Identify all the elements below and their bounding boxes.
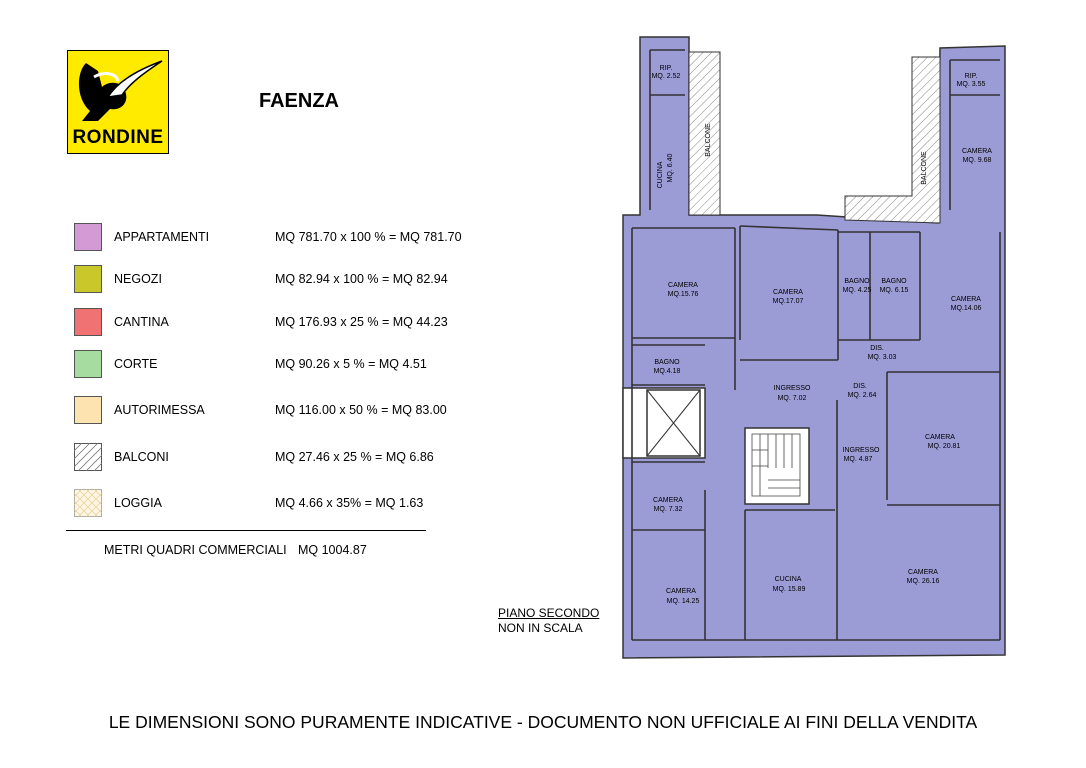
rip-right-area: MQ. 3.55 (956, 81, 986, 88)
bagno-425-name: BAGNO (844, 278, 870, 285)
legend-label: CANTINA (114, 315, 169, 329)
legend-calc: MQ 176.93 x 25 % = MQ 44.23 (275, 315, 448, 329)
camera-2081-area: MQ. 20.81 (927, 443, 961, 450)
legend-calc: MQ 781.70 x 100 % = MQ 781.70 (275, 230, 462, 244)
floor-label (498, 606, 599, 636)
camera-1425-area: MQ. 14.25 (666, 598, 700, 605)
cucina-1589-name: CUCINA (774, 576, 802, 583)
camera-1707-area: MQ.17.07 (772, 298, 804, 305)
legend-swatch (74, 308, 102, 336)
cucina-1589-area: MQ. 15.89 (772, 586, 806, 593)
apartment-outline (623, 37, 1005, 658)
legend-swatch-crosshatch (74, 489, 102, 517)
rip-left-name: RIP. (659, 65, 673, 72)
legend-calc: MQ 116.00 x 50 % = MQ 83.00 (275, 403, 447, 417)
dis-303-area: MQ. 3.03 (867, 354, 897, 361)
camera-tr-name: CAMERA (962, 148, 992, 155)
camera-tr-area: MQ. 9.68 (962, 157, 992, 164)
legend-swatch (74, 265, 102, 293)
balcone-right-label: BALCONE (921, 151, 928, 185)
dis-264-area: MQ. 2.64 (847, 392, 877, 399)
legend-calc: MQ 90.26 x 5 % = MQ 4.51 (275, 357, 427, 371)
legend-label: CORTE (114, 357, 158, 371)
rondine-logo (67, 50, 169, 154)
cucina-left-name: CUCINA (657, 161, 664, 189)
legend-calc: MQ 82.94 x 100 % = MQ 82.94 (275, 272, 448, 286)
scale-note: NON IN SCALA (498, 621, 583, 635)
camera-1576-name: CAMERA (668, 282, 698, 289)
balcony-right (845, 57, 940, 223)
balcone-left-label: BALCONE (705, 123, 712, 157)
camera-1425-name: CAMERA (666, 588, 696, 595)
disclaimer-text: LE DIMENSIONI SONO PURAMENTE INDICATIVE - DOCUMENTO NON UFFICIALE AI FINI DELLA VENDITA (108, 712, 978, 732)
camera-1707-name: CAMERA (773, 289, 803, 296)
camera-1406-area: MQ.14.06 (950, 305, 982, 312)
legend-calc: MQ 27.46 x 25 % = MQ 6.86 (275, 450, 434, 464)
rip-left-area: MQ. 2.52 (651, 73, 681, 80)
camera-2616-area: MQ. 26.16 (906, 578, 940, 585)
bagno-615-name: BAGNO (881, 278, 907, 285)
legend-swatch (74, 396, 102, 424)
floor-name: PIANO SECONDO (498, 606, 600, 620)
legend-label: LOGGIA (114, 496, 162, 510)
legend-swatch (74, 350, 102, 378)
ingresso-487-name: INGRESSO (842, 447, 880, 454)
legend-label: AUTORIMESSA (114, 403, 205, 417)
bagno-615-area: MQ. 6.15 (879, 287, 909, 294)
ingresso-702-name: INGRESSO (773, 385, 811, 392)
bagno-418-area: MQ.4.18 (653, 368, 681, 375)
camera-1406-name: CAMERA (951, 296, 981, 303)
legend-swatch-hatch (74, 443, 102, 471)
camera-732-area: MQ. 7.32 (653, 506, 683, 513)
total-label: METRI QUADRI COMMERCIALI (104, 543, 287, 557)
bagno-418-name: BAGNO (654, 359, 680, 366)
rip-right-name: RIP. (964, 73, 978, 80)
floor-plan (600, 30, 1020, 670)
total-value: MQ 1004.87 (298, 543, 367, 557)
legend-calc: MQ 4.66 x 35% = MQ 1.63 (275, 496, 424, 510)
dis-264-name: DIS. (853, 383, 867, 390)
bagno-425-area: MQ. 4.25 (842, 287, 872, 294)
camera-2081-name: CAMERA (925, 434, 955, 441)
legend-label: BALCONI (114, 450, 169, 464)
cucina-left-area: MQ. 6.40 (667, 153, 674, 183)
legend-swatch (74, 223, 102, 251)
camera-1576-area: MQ.15.76 (667, 291, 699, 298)
camera-2616-name: CAMERA (908, 569, 938, 576)
legend-label: NEGOZI (114, 272, 162, 286)
legend-divider (66, 530, 426, 531)
ingresso-487-area: MQ. 4.87 (843, 456, 873, 463)
city-title: FAENZA (259, 90, 339, 112)
legend-label: APPARTAMENTI (114, 230, 210, 244)
logo-brand-text: RONDINE (72, 127, 164, 148)
ingresso-702-area: MQ. 7.02 (777, 395, 807, 402)
dis-303-name: DIS. (870, 345, 884, 352)
camera-732-name: CAMERA (653, 497, 683, 504)
